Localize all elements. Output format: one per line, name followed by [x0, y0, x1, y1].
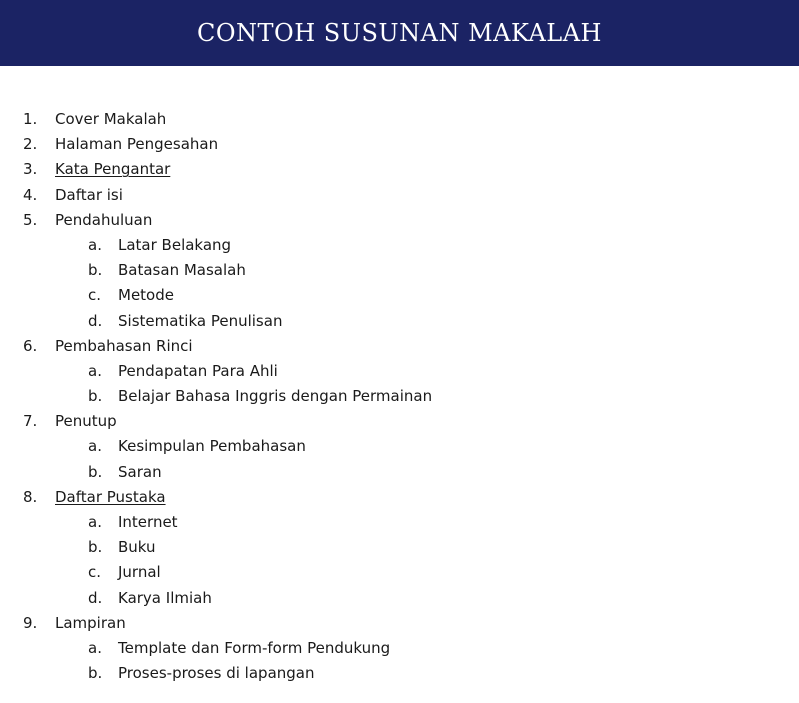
outline-subitem-internet	[0, 510, 799, 535]
outline-item-daftar-pustaka	[0, 485, 799, 510]
item-number: 2.	[23, 135, 38, 154]
subitem-letter: b.	[88, 538, 103, 557]
item-number: 7.	[23, 412, 38, 431]
item-number: 6.	[23, 336, 38, 355]
outline-subitem-buku	[0, 535, 799, 560]
outline-item-pembahasan-rinci	[0, 334, 799, 359]
outline-item-penutup	[0, 409, 799, 434]
item-label: Penutup	[55, 412, 117, 431]
item-label: Daftar isi	[55, 185, 123, 204]
item-label: Halaman Pengesahan	[55, 135, 219, 154]
item-label: Pembahasan Rinci	[55, 336, 193, 355]
subitem-letter: d.	[88, 588, 103, 607]
outline-subitem-belajar-bahasa-inggris	[0, 384, 799, 409]
outline-subitem-kesimpulan-pembahasan	[0, 434, 799, 459]
outline-item-lampiran	[0, 611, 799, 636]
subitem-label: Kesimpulan Pembahasan	[118, 437, 306, 456]
subitem-label: Sistematika Penulisan	[118, 311, 283, 330]
header-banner	[0, 0, 799, 66]
subitem-letter: a.	[88, 513, 102, 531]
subitem-letter: b.	[88, 261, 103, 280]
outline-subitem-template-form	[0, 636, 799, 661]
outline-subitem-saran	[0, 460, 799, 485]
item-label: Cover Makalah	[55, 110, 167, 128]
subitem-letter: c.	[88, 563, 102, 582]
page-title: CONTOH SUSUNAN MAKALAH	[197, 19, 602, 47]
item-label-link[interactable]: Daftar Pustaka	[55, 487, 166, 506]
outline-item-cover	[0, 107, 799, 132]
item-number: 1.	[23, 110, 38, 128]
subitem-letter: b.	[88, 664, 103, 683]
outline-subitem-metode	[0, 283, 799, 308]
item-label: Pendahuluan	[55, 210, 153, 229]
item-number: 4.	[23, 185, 38, 204]
outline-subitem-batasan-masalah	[0, 258, 799, 283]
subitem-label: Buku	[118, 538, 156, 557]
item-label: Lampiran	[55, 613, 126, 632]
subitem-letter: b.	[88, 462, 103, 481]
outline-list	[0, 107, 799, 686]
subitem-letter: d.	[88, 311, 103, 330]
item-number: 9.	[23, 613, 38, 632]
subitem-letter: a.	[88, 361, 102, 380]
outline-item-pendahuluan	[0, 208, 799, 233]
subitem-letter: c.	[88, 286, 102, 305]
item-label-link[interactable]: Kata Pengantar	[55, 160, 171, 179]
outline-subitem-jurnal	[0, 560, 799, 585]
subitem-label: Latar Belakang	[118, 235, 232, 254]
outline-subitem-proses-lapangan	[0, 661, 799, 686]
outline-subitem-pendapatan-para-ahli	[0, 359, 799, 384]
subitem-letter: a.	[88, 638, 102, 657]
subitem-label: Belajar Bahasa Inggris dengan Permainan	[118, 387, 433, 406]
item-number: 8.	[23, 487, 38, 506]
subitem-label: Metode	[118, 286, 174, 305]
outline-subitem-latar-belakang	[0, 233, 799, 258]
subitem-label: Karya Ilmiah	[118, 588, 212, 607]
outline-item-kata-pengantar	[0, 157, 799, 182]
outline-subitem-karya-ilmiah	[0, 586, 799, 611]
subitem-label: Jurnal	[118, 563, 161, 582]
outline-item-halaman-pengesahan	[0, 132, 799, 157]
subitem-label: Proses-proses di lapangan	[118, 664, 315, 683]
subitem-letter: a.	[88, 235, 102, 254]
subitem-label: Internet	[118, 513, 178, 531]
subitem-letter: a.	[88, 437, 102, 456]
subitem-label: Pendapatan Para Ahli	[118, 361, 278, 380]
item-number: 5.	[23, 210, 38, 229]
subitem-label: Template dan Form-form Pendukung	[118, 638, 391, 657]
subitem-label: Saran	[118, 462, 162, 481]
outline-subitem-sistematika-penulisan	[0, 309, 799, 334]
subitem-label: Batasan Masalah	[118, 261, 246, 280]
item-number: 3.	[23, 160, 38, 179]
subitem-letter: b.	[88, 387, 103, 406]
outline-item-daftar-isi	[0, 183, 799, 208]
